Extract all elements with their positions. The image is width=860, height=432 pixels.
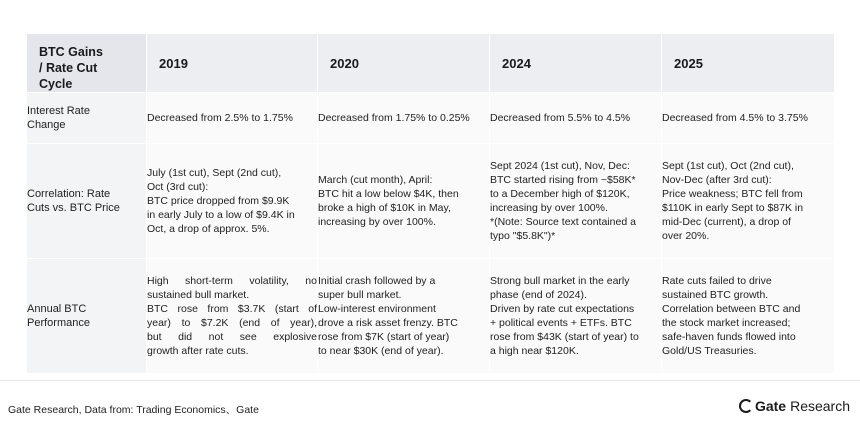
- year-header: 2024: [490, 34, 662, 93]
- row-label-line: Change: [27, 119, 66, 131]
- cell-line: Driven by rate cut expectations: [490, 303, 635, 315]
- brand-name: Gate: [754, 398, 787, 414]
- row-label-line: Correlation: Rate: [27, 188, 111, 200]
- cell-line: Correlation between BTC and: [662, 303, 801, 315]
- cell-line: $110K in early Sept to $87K in: [662, 202, 804, 214]
- cell-line: March (cut month), April:: [318, 174, 433, 186]
- cell-line: Sept 2024 (1st cut), Nov, Dec:: [490, 160, 630, 172]
- cell-line: increasing by over 100%.: [490, 202, 608, 214]
- cell-line: over 20%.: [662, 230, 710, 242]
- table-cell: [147, 259, 318, 374]
- cell-line: mid-Dec (current), a drop of: [662, 216, 791, 228]
- cell-line: Nov-Dec (after 3rd cut):: [662, 174, 772, 186]
- cell-line: Decreased from 4.5% to 3.75%: [662, 112, 808, 124]
- cell-line: but did not see explosive: [147, 331, 317, 343]
- row-label-line: Performance: [27, 317, 90, 329]
- cell-line: High short-term volatility, no: [147, 275, 317, 287]
- footer-divider: [0, 380, 860, 381]
- row-label-line: Annual BTC: [27, 303, 87, 315]
- cell-line: BTC started rising from ~$58K*: [490, 174, 636, 186]
- table-cell: [147, 93, 318, 144]
- cell-line: Strong bull market in the early: [490, 275, 630, 287]
- table-cell: [662, 144, 835, 259]
- cell-line: Rate cuts failed to drive: [662, 275, 772, 287]
- cell-line: to a December high of $120K,: [490, 188, 630, 200]
- table-cell: [490, 259, 662, 374]
- row-label-line: Cuts vs. BTC Price: [27, 202, 120, 214]
- row-label: [27, 144, 147, 259]
- table-row: [27, 259, 835, 374]
- table-cell: [318, 259, 490, 374]
- cell-line: rose from $7K (start of year): [318, 331, 450, 343]
- cell-line: Price weakness; BTC fell from: [662, 188, 803, 200]
- cell-line: in early July to a low of $9.4K in: [147, 209, 295, 221]
- cell-line: BTC price dropped from $9.9K: [147, 195, 290, 207]
- cell-line: safe-haven funds flowed into: [662, 331, 796, 343]
- cell-line: Decreased from 1.75% to 0.25%: [318, 112, 470, 124]
- source-note: Gate Research, Data from: Trading Economics、Gate: [8, 404, 259, 416]
- btc-rate-cut-table: [26, 33, 835, 374]
- cell-line: phase (end of 2024).: [490, 289, 587, 301]
- cell-line: typo "$5.8K")*: [490, 230, 556, 242]
- table-cell: [662, 259, 835, 374]
- year-header: 2025: [662, 34, 835, 93]
- cell-line: BTC rose from $3.7K (start of: [147, 303, 317, 315]
- table-cell: [147, 144, 318, 259]
- table-row: [27, 144, 835, 259]
- corner-header: [27, 34, 147, 93]
- year-header: 2020: [318, 34, 490, 93]
- cell-line: growth after rate cuts.: [147, 345, 249, 357]
- cell-line: sustained BTC growth.: [662, 289, 769, 301]
- corner-header-line: BTC Gains: [39, 45, 103, 59]
- brand-suffix: Research: [790, 398, 850, 414]
- cell-line: rose from $43K (start of year) to: [490, 331, 639, 343]
- cell-line: Initial crash followed by a: [318, 275, 436, 287]
- cell-line: Decreased from 2.5% to 1.75%: [147, 112, 293, 124]
- year-header: 2019: [147, 34, 318, 93]
- cell-line: increasing by over 100%.: [318, 216, 436, 228]
- cell-line: Sept (1st cut), Oct (2nd cut),: [662, 160, 794, 172]
- cell-line: super bull market.: [318, 289, 402, 301]
- cell-line: Low-interest environment: [318, 303, 436, 315]
- cell-line: the stock market increased;: [662, 317, 791, 329]
- cell-line: a high near $120K.: [490, 345, 579, 357]
- cell-line: drove a risk asset frenzy. BTC: [318, 317, 458, 329]
- table-cell: [318, 93, 490, 144]
- cell-line: Gold/US Treasuries.: [662, 345, 757, 357]
- table-cell: [318, 144, 490, 259]
- cell-line: to near $30K (end of year).: [318, 345, 444, 357]
- table-row: [27, 93, 835, 144]
- cell-line: Oct, a drop of approx. 5%.: [147, 223, 270, 235]
- cell-line: broke a high of $10K in May,: [318, 202, 451, 214]
- table-cell: [662, 93, 835, 144]
- brand-logo: [739, 398, 850, 414]
- row-label: [27, 259, 147, 374]
- table-cell: [490, 144, 662, 259]
- row-label-line: Interest Rate: [27, 105, 90, 117]
- cell-line: *(Note: Source text contained a: [490, 216, 636, 228]
- table-cell: [490, 93, 662, 144]
- table-header-row: [27, 34, 835, 93]
- gate-logo-icon: [739, 399, 753, 413]
- cell-line: sustained bull market.: [147, 289, 250, 301]
- cell-line: BTC hit a low below $4K, then: [318, 188, 459, 200]
- cell-line: Oct (3rd cut):: [147, 181, 209, 193]
- cell-line: Decreased from 5.5% to 4.5%: [490, 112, 631, 124]
- row-label: [27, 93, 147, 144]
- cell-line: July (1st cut), Sept (2nd cut),: [147, 167, 282, 179]
- corner-header-line: / Rate Cut Cycle: [39, 61, 98, 91]
- cell-line: + political events + ETFs. BTC: [490, 317, 632, 329]
- cell-line: year) to $7.2K (end of year),: [147, 317, 317, 329]
